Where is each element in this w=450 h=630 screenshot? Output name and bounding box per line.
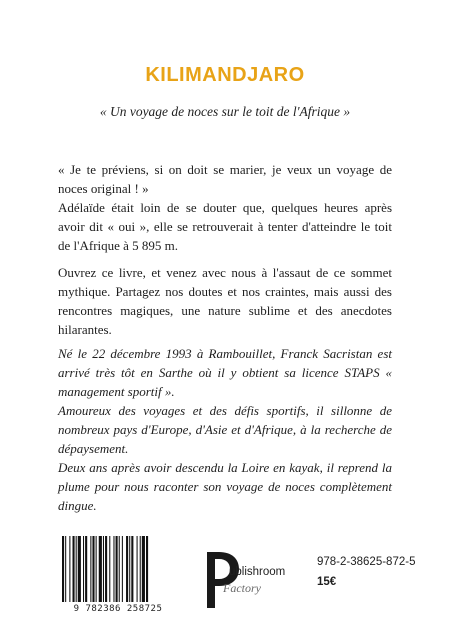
barcode-bar — [146, 536, 148, 602]
barcode-bar — [92, 536, 94, 602]
barcode-bar — [99, 536, 102, 602]
barcode-bar — [69, 536, 70, 602]
isbn: 978-2-38625-872-5 — [317, 556, 416, 568]
barcode-bar — [129, 536, 130, 602]
blurb-paragraph-1 — [58, 160, 392, 255]
bio-paragraph-1: Né le 22 décembre 1993 à Rambouillet, Franck Sacristan est arrivé très tôt en Sarthe où il y obtient sa licence STAPS « management sportif ». — [58, 346, 392, 399]
barcode-bar — [83, 536, 84, 602]
book-subtitle: « Un voyage de noces sur le toit de l'Afrique » — [99, 104, 351, 119]
barcode-bar — [103, 536, 104, 602]
barcode-bar — [140, 536, 141, 602]
barcode-bar — [137, 536, 138, 602]
barcode-bar — [122, 536, 123, 602]
author-bio — [58, 344, 392, 515]
barcode — [56, 534, 180, 620]
barcode-bar — [62, 536, 64, 602]
blurb — [58, 160, 392, 347]
barcode-bar — [113, 536, 114, 602]
barcode-bar — [105, 536, 107, 602]
barcode-bar — [142, 536, 145, 602]
publisher-logo — [203, 548, 303, 612]
barcode-bar — [73, 536, 75, 602]
barcode-bar — [96, 536, 97, 602]
barcode-bar — [90, 536, 91, 602]
blurb-paragraph-2: Ouvrez ce livre, et venez avec nous à l'assaut de ce sommet mythique. Partagez nos doutes et nos craintes, mais aussi des rencontres magiques, une nature sublime et des anecdotes hilarantes. — [58, 265, 392, 337]
barcode-bar — [78, 536, 81, 602]
barcode-bar — [116, 536, 118, 602]
book-title: KILIMANDJARO — [145, 64, 305, 86]
barcode-bars — [56, 534, 180, 604]
barcode-bar — [119, 536, 120, 602]
publisher-name: ublishroom — [229, 566, 286, 578]
publisher-p-icon — [203, 548, 303, 612]
blurb-quote: « Je te préviens, si on doit se marier, je veux un voyage de noces original ! » — [58, 162, 392, 196]
price: 15€ — [317, 576, 337, 588]
barcode-digits: 9 782386 258725 — [73, 604, 163, 614]
barcode-bar — [109, 536, 110, 602]
barcode-bar — [76, 536, 77, 602]
barcode-bar — [65, 536, 66, 602]
barcode-bar — [85, 536, 87, 602]
barcode-bar — [126, 536, 128, 602]
blurb-quote-context: Adélaïde était loin de se douter que, quelques heures après avoir dit « oui », elle se retrouverait à tenter d'atteindre le toit de l'Afrique à 5 895 m. — [58, 200, 392, 253]
bio-paragraph-3: Deux ans après avoir descendu la Loire en kayak, il reprend la plume pour nous raconter son voyage de noces complètement dingue. — [58, 460, 392, 513]
bio-paragraph-2: Amoureux des voyages et des défis sportifs, il sillonne de nombreux pays d'Europe, d'Asie et d'Afrique, à la recherche de dépaysement. — [58, 403, 392, 456]
publisher-subname: Factory — [223, 581, 261, 595]
barcode-bar — [131, 536, 133, 602]
